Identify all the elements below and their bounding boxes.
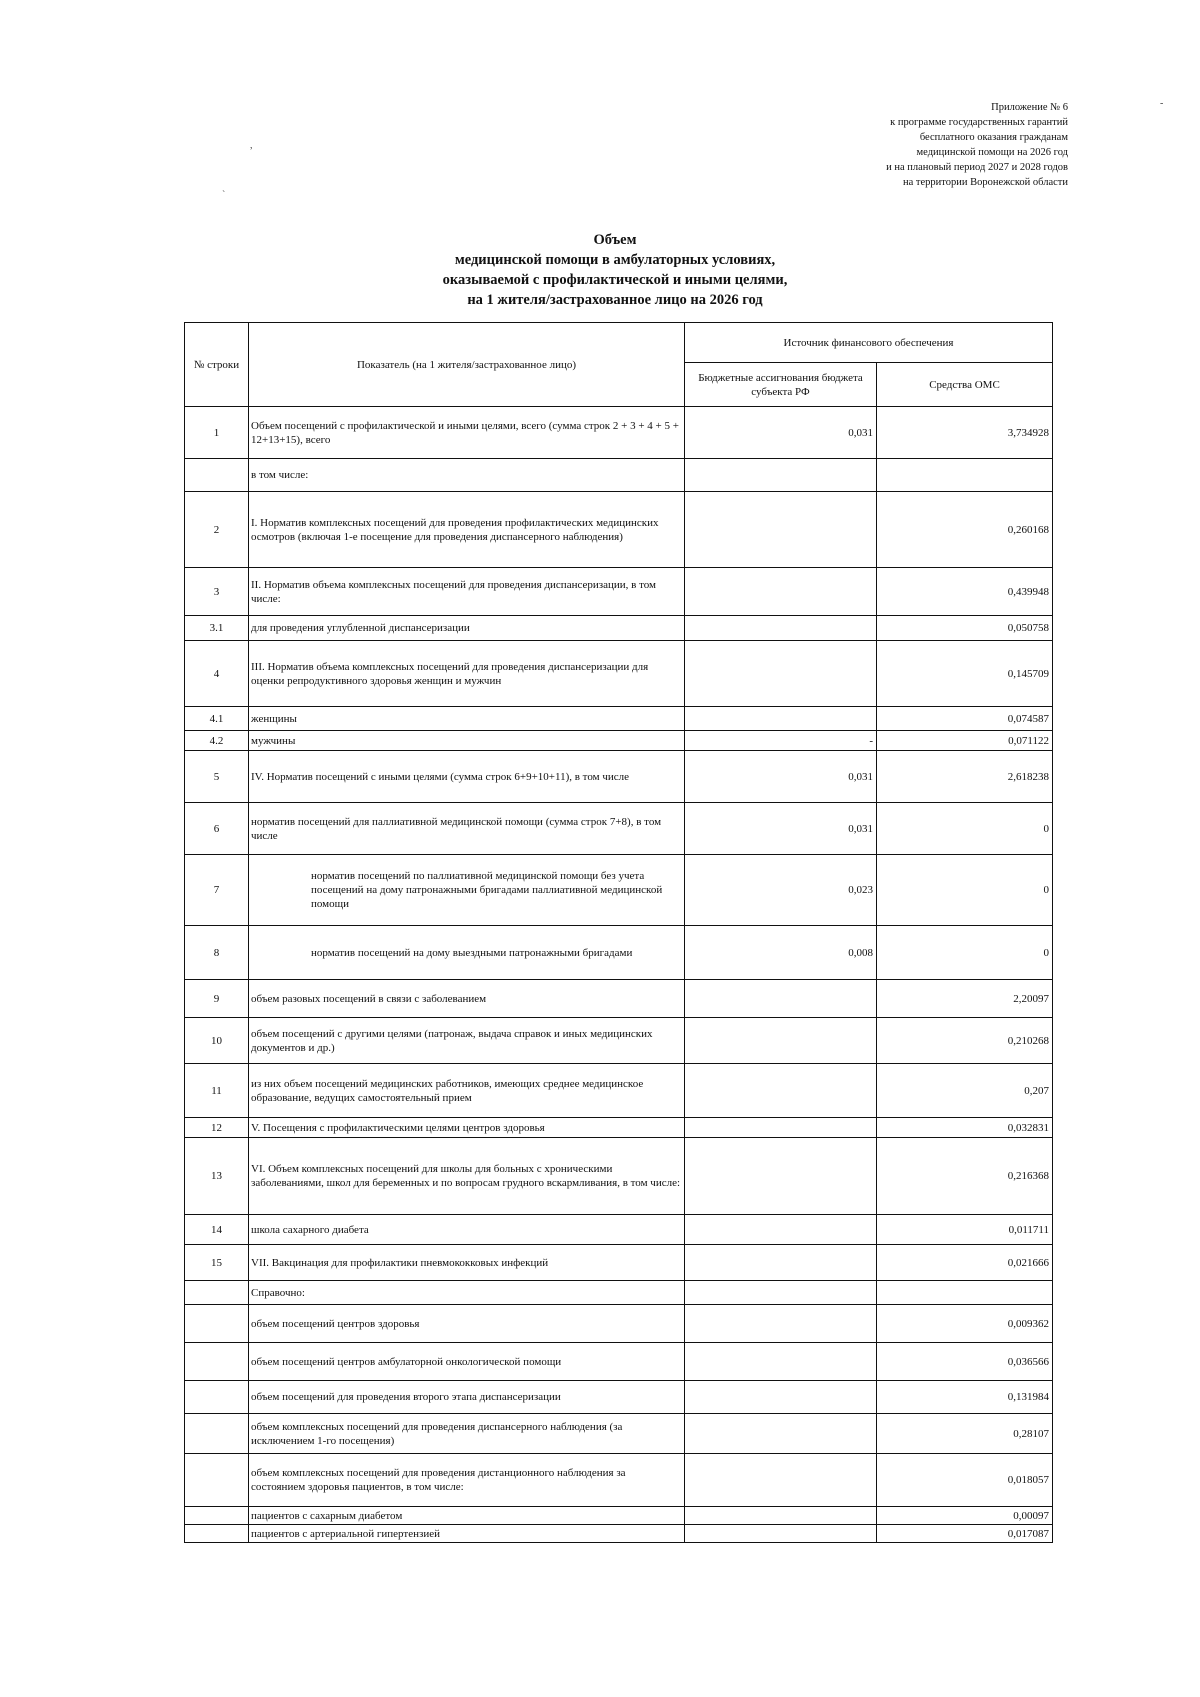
row-number-cell: 10: [185, 1018, 249, 1064]
indicator-cell: объем комплексных посещений для проведения дистанционного наблюдения за состоянием здоровья пациентов, в том числе:: [249, 1454, 685, 1507]
budget-value-cell: [685, 1305, 877, 1343]
appendix-line: Приложение № 6: [991, 102, 1068, 113]
row-number-cell: 13: [185, 1138, 249, 1215]
title-line: медицинской помощи в амбулаторных условиях,: [454, 252, 776, 268]
table-row: [185, 1064, 1053, 1118]
table-row: [185, 568, 1053, 616]
table-row: [185, 616, 1053, 641]
oms-value-cell: 0,210268: [877, 1018, 1053, 1064]
oms-value-cell: 2,618238: [877, 751, 1053, 803]
oms-value-cell: 0,145709: [877, 641, 1053, 707]
budget-value-cell: [685, 641, 877, 707]
table-row: [185, 855, 1053, 926]
budget-value-cell: [685, 1525, 877, 1543]
budget-value-cell: [685, 980, 877, 1018]
volume-table: [184, 322, 1053, 1543]
row-number-cell: [185, 1343, 249, 1381]
row-number-cell: 7: [185, 855, 249, 926]
oms-value-cell: [877, 1281, 1053, 1305]
indicator-cell: школа сахарного диабета: [249, 1215, 685, 1245]
budget-value-cell: [685, 1414, 877, 1454]
indicator-cell: пациентов с сахарным диабетом: [249, 1507, 685, 1525]
appendix-line: к программе государственных гарантий: [890, 117, 1068, 128]
table-row: [185, 803, 1053, 855]
table-row: [185, 731, 1053, 751]
oms-value-cell: 0,00097: [877, 1507, 1053, 1525]
indicator-cell: IV. Норматив посещений с иными целями (сумма строк 6+9+10+11), в том числе: [249, 751, 685, 803]
indicator-cell: норматив посещений для паллиативной медицинской помощи (сумма строк 7+8), в том числе: [249, 803, 685, 855]
indicator-cell: в том числе:: [249, 459, 685, 492]
indicator-cell: объем посещений центров здоровья: [249, 1305, 685, 1343]
oms-value-cell: 0: [877, 855, 1053, 926]
oms-value-cell: 0,009362: [877, 1305, 1053, 1343]
budget-value-cell: [685, 1138, 877, 1215]
title-line: на 1 жителя/застрахованное лицо на 2026 год: [467, 292, 763, 308]
table-row: [185, 1414, 1053, 1454]
budget-value-cell: 0,031: [685, 407, 877, 459]
oms-value-cell: 2,20097: [877, 980, 1053, 1018]
budget-value-cell: 0,031: [685, 751, 877, 803]
oms-value-cell: 0,021666: [877, 1245, 1053, 1281]
indicator-cell: женщины: [249, 707, 685, 731]
budget-value-cell: [685, 616, 877, 641]
oms-value-cell: 0,071122: [877, 731, 1053, 751]
oms-value-cell: 0,032831: [877, 1118, 1053, 1138]
indicator-cell: объем комплексных посещений для проведения диспансерного наблюдения (за исключением 1-го посещения): [249, 1414, 685, 1454]
table-row: [185, 1305, 1053, 1343]
budget-value-cell: [685, 1118, 877, 1138]
scan-speck: ,: [250, 140, 253, 151]
oms-value-cell: 0,260168: [877, 492, 1053, 568]
table-row: [185, 459, 1053, 492]
header-funding-source: Источник финансового обеспечения: [685, 323, 1053, 363]
scan-speck: `: [222, 190, 226, 201]
indicator-cell: III. Норматив объема комплексных посещений для проведения диспансеризации для оценки репродуктивного здоровья женщин и мужчин: [249, 641, 685, 707]
table-row: [185, 1018, 1053, 1064]
budget-value-cell: 0,008: [685, 926, 877, 980]
indicator-cell: VI. Объем комплексных посещений для школы для больных с хроническими заболеваниями, школ для беременных и по вопросам грудного вскармливания, в том числе:: [249, 1138, 685, 1215]
row-number-cell: [185, 1454, 249, 1507]
budget-value-cell: [685, 1454, 877, 1507]
scan-speck: -: [1160, 98, 1164, 109]
row-number-cell: [185, 459, 249, 492]
budget-value-cell: [685, 1381, 877, 1414]
row-number-cell: 5: [185, 751, 249, 803]
row-number-cell: 8: [185, 926, 249, 980]
budget-value-cell: [685, 1507, 877, 1525]
row-number-cell: 3: [185, 568, 249, 616]
table-row: [185, 1138, 1053, 1215]
oms-value-cell: 0,050758: [877, 616, 1053, 641]
indicator-cell: Справочно:: [249, 1281, 685, 1305]
row-number-cell: [185, 1414, 249, 1454]
table-row: [185, 1507, 1053, 1525]
budget-value-cell: 0,031: [685, 803, 877, 855]
header-budget: Бюджетные ассигнования бюджета субъекта РФ: [685, 363, 877, 407]
budget-value-cell: [685, 1018, 877, 1064]
table-row: [185, 1381, 1053, 1414]
row-number-cell: 2: [185, 492, 249, 568]
oms-value-cell: 0,28107: [877, 1414, 1053, 1454]
indicator-cell: пациентов с артериальной гипертензией: [249, 1525, 685, 1543]
header-indicator: Показатель (на 1 жителя/застрахованное лицо): [249, 323, 685, 407]
oms-value-cell: 3,734928: [877, 407, 1053, 459]
title-line: оказываемой с профилактической и иными целями,: [442, 272, 788, 288]
table-row: [185, 751, 1053, 803]
indicator-cell: из них объем посещений медицинских работников, имеющих среднее медицинское образование, ведущих самостоятельный прием: [249, 1064, 685, 1118]
row-number-cell: 14: [185, 1215, 249, 1245]
appendix-line: и на плановый период 2027 и 2028 годов: [886, 162, 1068, 173]
table-row: [185, 1525, 1053, 1543]
indicator-cell: I. Норматив комплексных посещений для проведения профилактических медицинских осмотров (включая 1-е посещение для проведения диспансерного наблюдения): [249, 492, 685, 568]
budget-value-cell: -: [685, 731, 877, 751]
table-row: [185, 707, 1053, 731]
budget-value-cell: [685, 1064, 877, 1118]
table-row: [185, 1281, 1053, 1305]
row-number-cell: 11: [185, 1064, 249, 1118]
table-row: [185, 1215, 1053, 1245]
table-row: [185, 641, 1053, 707]
appendix-line: медицинской помощи на 2026 год: [916, 147, 1068, 158]
table-row: [185, 1245, 1053, 1281]
indicator-cell: объем разовых посещений в связи с заболеванием: [249, 980, 685, 1018]
indicator-cell: II. Норматив объема комплексных посещений для проведения диспансеризации, в том числе:: [249, 568, 685, 616]
appendix-line: бесплатного оказания гражданам: [919, 132, 1068, 143]
oms-value-cell: [877, 459, 1053, 492]
budget-value-cell: 0,023: [685, 855, 877, 926]
oms-value-cell: 0,036566: [877, 1343, 1053, 1381]
header-row-number: № строки: [185, 323, 249, 407]
row-number-cell: 1: [185, 407, 249, 459]
row-number-cell: 4.2: [185, 731, 249, 751]
indicator-cell: мужчины: [249, 731, 685, 751]
row-number-cell: 6: [185, 803, 249, 855]
indicator-cell: для проведения углубленной диспансеризации: [249, 616, 685, 641]
budget-value-cell: [685, 1281, 877, 1305]
indicator-cell: норматив посещений на дому выездными патронажными бригадами: [249, 926, 685, 980]
table-body: [185, 407, 1053, 1543]
row-number-cell: [185, 1281, 249, 1305]
budget-value-cell: [685, 707, 877, 731]
row-number-cell: 12: [185, 1118, 249, 1138]
row-number-cell: [185, 1305, 249, 1343]
oms-value-cell: 0: [877, 926, 1053, 980]
budget-value-cell: [685, 1245, 877, 1281]
row-number-cell: [185, 1525, 249, 1543]
budget-value-cell: [685, 1215, 877, 1245]
budget-value-cell: [685, 1343, 877, 1381]
indicator-cell: Объем посещений с профилактической и иными целями, всего (сумма строк 2 + 3 + 4 + 5 + 12+13+15), всего: [249, 407, 685, 459]
indicator-cell: объем посещений центров амбулаторной онкологической помощи: [249, 1343, 685, 1381]
budget-value-cell: [685, 459, 877, 492]
document-title: [0, 230, 1200, 310]
oms-value-cell: 0,011711: [877, 1215, 1053, 1245]
oms-value-cell: 0,018057: [877, 1454, 1053, 1507]
table-row: [185, 492, 1053, 568]
budget-value-cell: [685, 492, 877, 568]
title-line: Объем: [593, 232, 637, 248]
table-row: [185, 1118, 1053, 1138]
header-oms: Средства ОМС: [877, 363, 1053, 407]
row-number-cell: 4: [185, 641, 249, 707]
table-row: [185, 926, 1053, 980]
indicator-cell: объем посещений с другими целями (патронаж, выдача справок и иных медицинских документов и др.): [249, 1018, 685, 1064]
oms-value-cell: 0,017087: [877, 1525, 1053, 1543]
oms-value-cell: 0,207: [877, 1064, 1053, 1118]
budget-value-cell: [685, 568, 877, 616]
oms-value-cell: 0,439948: [877, 568, 1053, 616]
indicator-cell: объем посещений для проведения второго этапа диспансеризации: [249, 1381, 685, 1414]
row-number-cell: 4.1: [185, 707, 249, 731]
indicator-cell: норматив посещений по паллиативной медицинской помощи без учета посещений на дому патронажными бригадами паллиативной медицинской помощи: [249, 855, 685, 926]
oms-value-cell: 0,131984: [877, 1381, 1053, 1414]
table-row: [185, 1343, 1053, 1381]
row-number-cell: 3.1: [185, 616, 249, 641]
row-number-cell: [185, 1507, 249, 1525]
table-row: [185, 407, 1053, 459]
row-number-cell: 15: [185, 1245, 249, 1281]
indicator-cell: V. Посещения с профилактическими целями центров здоровья: [249, 1118, 685, 1138]
table-row: [185, 980, 1053, 1018]
row-number-cell: 9: [185, 980, 249, 1018]
row-number-cell: [185, 1381, 249, 1414]
table-row: [185, 1454, 1053, 1507]
appendix-line: на территории Воронежской области: [902, 177, 1068, 188]
oms-value-cell: 0,074587: [877, 707, 1053, 731]
indicator-cell: VII. Вакцинация для профилактики пневмококковых инфекций: [249, 1245, 685, 1281]
oms-value-cell: 0: [877, 803, 1053, 855]
appendix-block: [648, 100, 1068, 190]
oms-value-cell: 0,216368: [877, 1138, 1053, 1215]
